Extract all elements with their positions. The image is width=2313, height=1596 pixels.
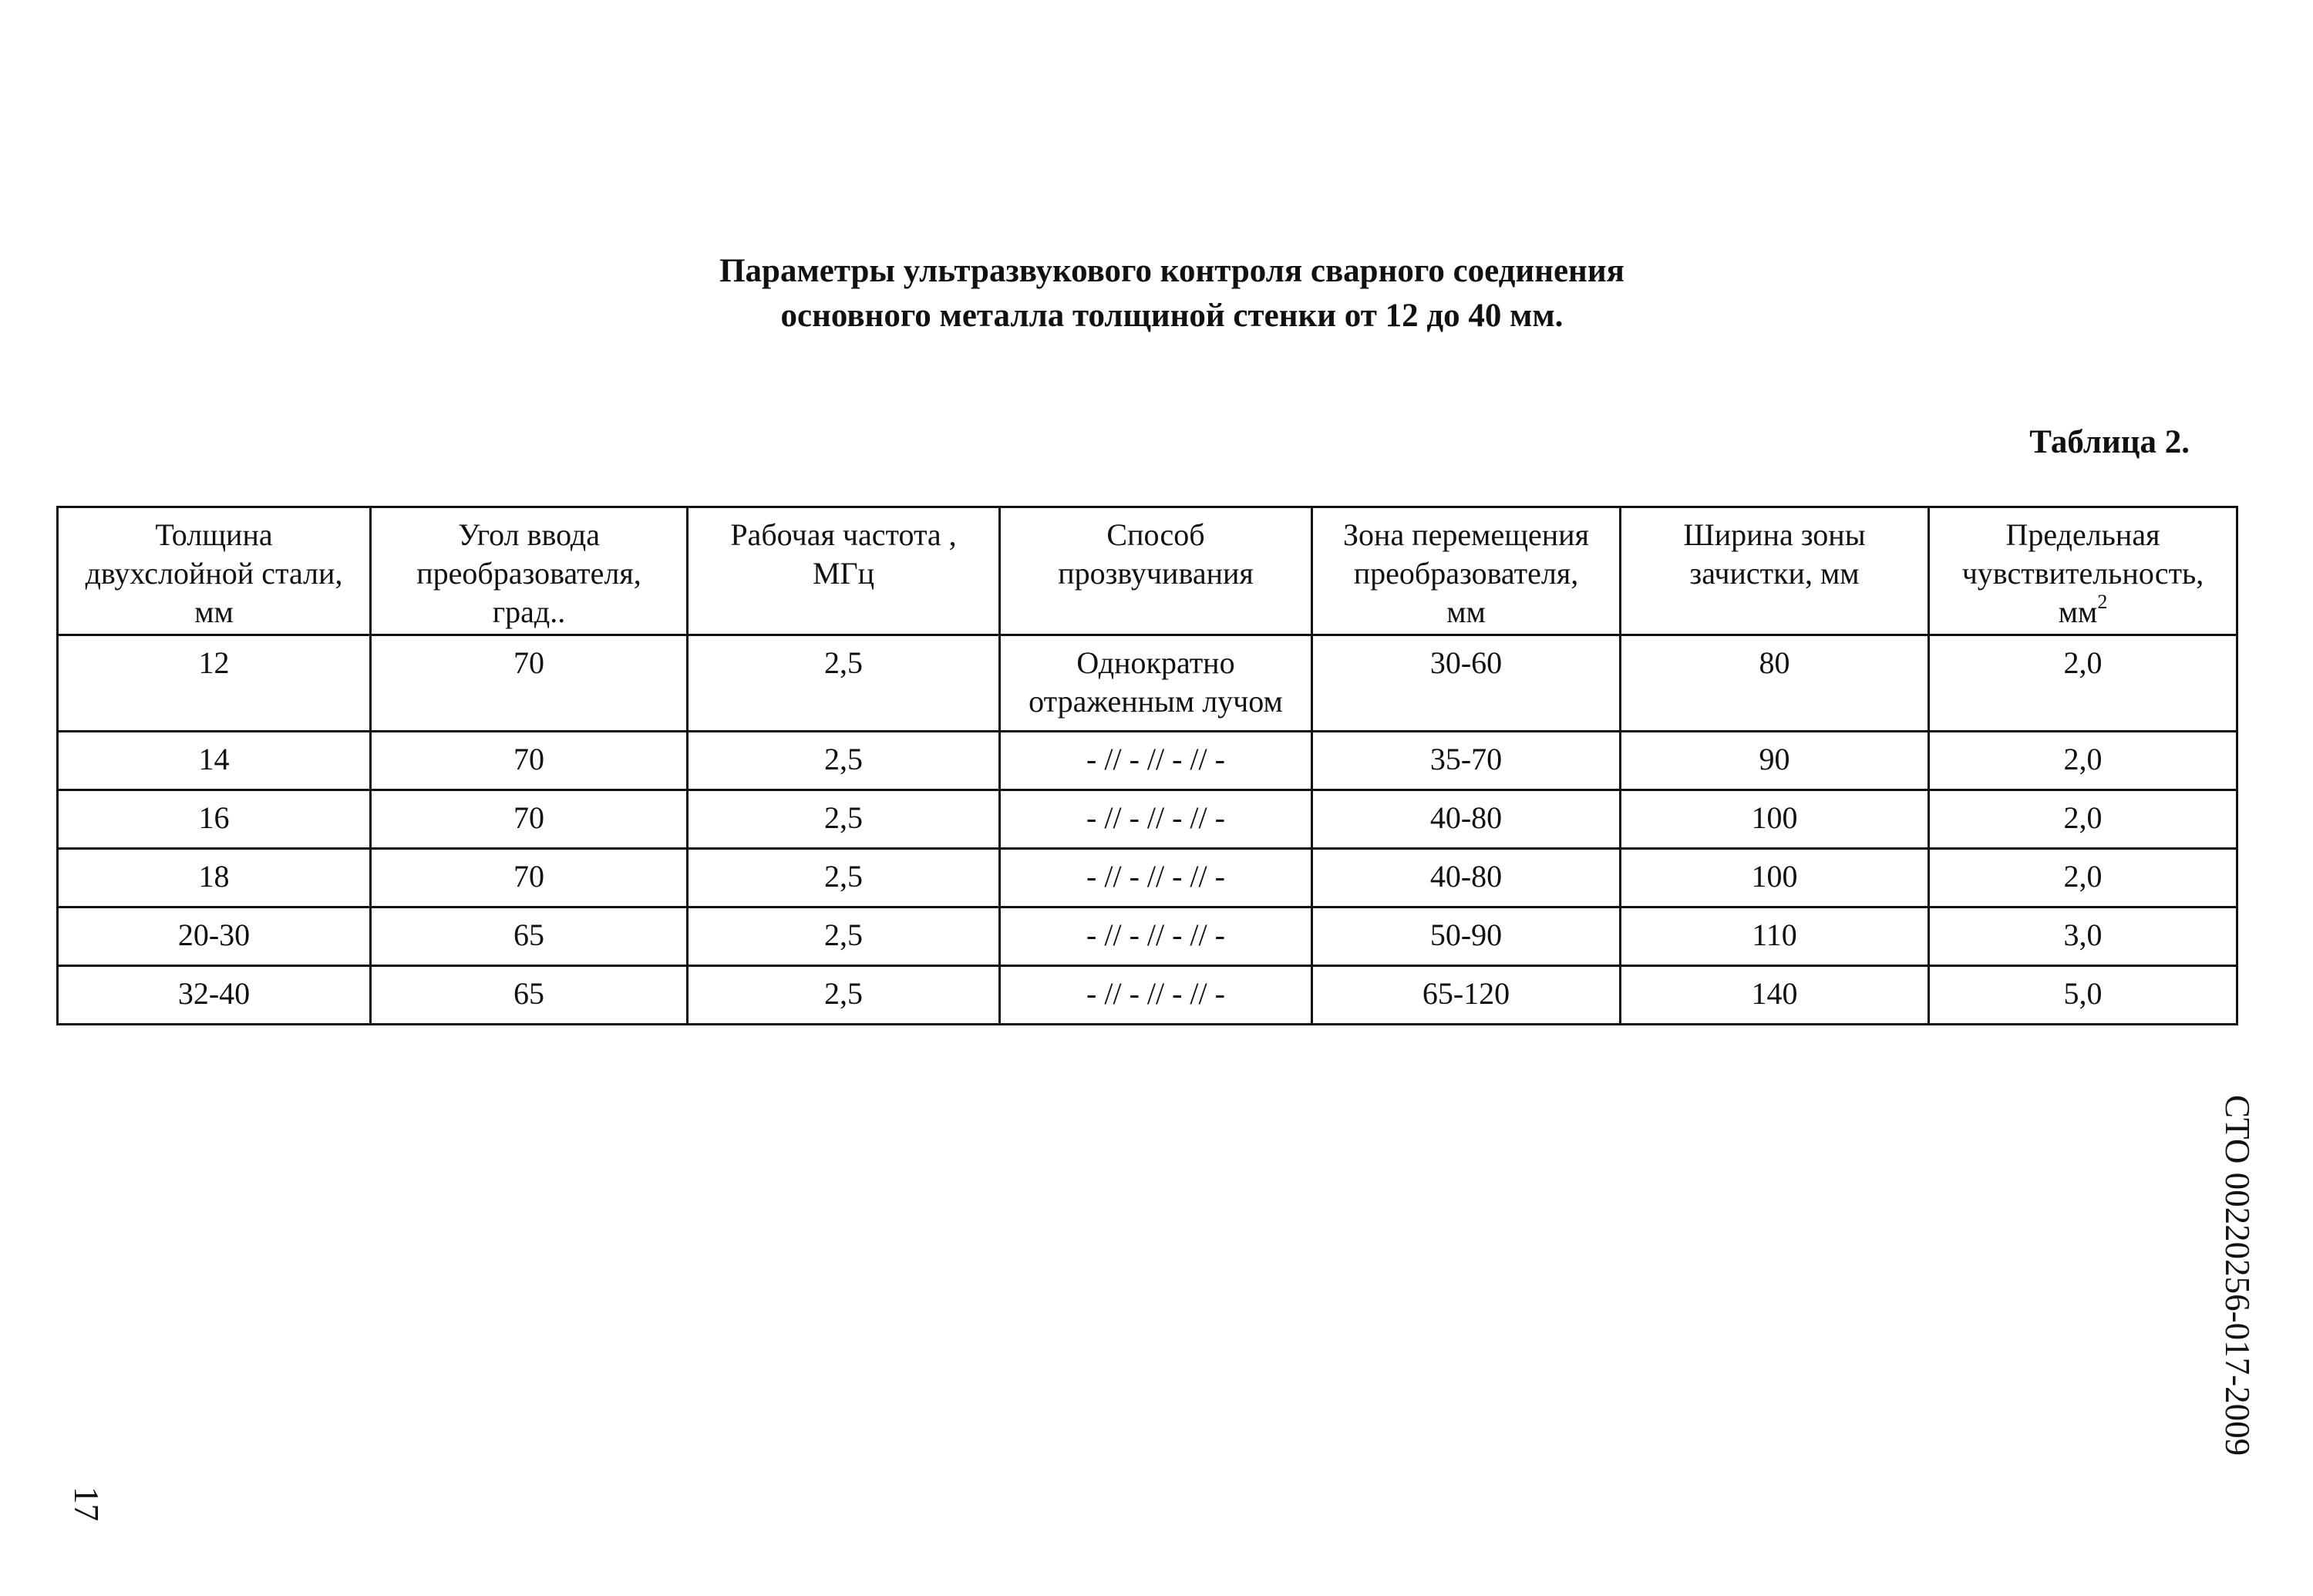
cell-angle: 65 xyxy=(371,966,688,1025)
cell-angle: 70 xyxy=(371,790,688,849)
cell-frequency: 2,5 xyxy=(688,907,1000,966)
cell-method: - // - // - // - xyxy=(1000,732,1312,790)
superscript-2: 2 xyxy=(2097,591,2108,613)
cell-width: 90 xyxy=(1621,732,1929,790)
cell-thickness: 32-40 xyxy=(58,966,371,1025)
document-title-line-1: Параметры ультразвукового контроля сварного соединения xyxy=(719,253,1624,289)
cell-frequency: 2,5 xyxy=(688,732,1000,790)
cell-angle: 70 xyxy=(371,635,688,732)
table-row xyxy=(58,635,2237,732)
cell-frequency: 2,5 xyxy=(688,790,1000,849)
cell-method: Однократно отраженным лучом xyxy=(1000,635,1312,732)
cell-sensitivity: 2,0 xyxy=(1929,635,2237,732)
cell-sensitivity: 3,0 xyxy=(1929,907,2237,966)
cell-angle: 65 xyxy=(371,907,688,966)
cell-method: - // - // - // - xyxy=(1000,849,1312,907)
cell-angle: 70 xyxy=(371,732,688,790)
header-cleaning-width: Ширина зоны зачистки, мм xyxy=(1621,507,1929,635)
table-header-row xyxy=(58,507,2237,635)
cell-thickness: 12 xyxy=(58,635,371,732)
cell-sensitivity: 5,0 xyxy=(1929,966,2237,1025)
cell-zone: 40-80 xyxy=(1312,790,1621,849)
table-row xyxy=(58,907,2237,966)
parameters-table xyxy=(56,506,2238,1025)
cell-sensitivity: 2,0 xyxy=(1929,732,2237,790)
cell-thickness: 16 xyxy=(58,790,371,849)
cell-method: - // - // - // - xyxy=(1000,790,1312,849)
cell-zone: 30-60 xyxy=(1312,635,1621,732)
cell-thickness: 18 xyxy=(58,849,371,907)
cell-sensitivity: 2,0 xyxy=(1929,849,2237,907)
cell-width: 100 xyxy=(1621,790,1929,849)
table-row xyxy=(58,732,2237,790)
table-row xyxy=(58,849,2237,907)
cell-method: - // - // - // - xyxy=(1000,907,1312,966)
cell-width: 80 xyxy=(1621,635,1929,732)
cell-angle: 70 xyxy=(371,849,688,907)
cell-method: - // - // - // - xyxy=(1000,966,1312,1025)
cell-frequency: 2,5 xyxy=(688,966,1000,1025)
header-frequency: Рабочая частота , МГц xyxy=(688,507,1000,635)
cell-width: 100 xyxy=(1621,849,1929,907)
header-angle: Угол ввода преобразователя, град.. xyxy=(371,507,688,635)
cell-frequency: 2,5 xyxy=(688,849,1000,907)
cell-frequency: 2,5 xyxy=(688,635,1000,732)
page-number: 17 xyxy=(67,1487,106,1521)
header-thickness: Толщина двухслойной стали, мм xyxy=(58,507,371,635)
table-row xyxy=(58,966,2237,1025)
table-row xyxy=(58,790,2237,849)
cell-zone: 50-90 xyxy=(1312,907,1621,966)
cell-zone: 35-70 xyxy=(1312,732,1621,790)
header-method: Способ прозвучивания xyxy=(1000,507,1312,635)
cell-thickness: 14 xyxy=(58,732,371,790)
cell-sensitivity: 2,0 xyxy=(1929,790,2237,849)
document-code: СТО 00220256-017-2009 xyxy=(2218,1095,2257,1456)
cell-width: 140 xyxy=(1621,966,1929,1025)
cell-zone: 65-120 xyxy=(1312,966,1621,1025)
header-sensitivity: Предельная чувствительность, $мм^2$ xyxy=(1929,507,2237,635)
table-label: Таблица 2. xyxy=(2029,424,2190,460)
header-zone: Зона перемещения преобразователя, мм xyxy=(1312,507,1621,635)
cell-width: 110 xyxy=(1621,907,1929,966)
cell-thickness: 20-30 xyxy=(58,907,371,966)
document-title-line-2: основного металла толщиной стенки от 12 до 40 мм. xyxy=(780,298,1564,334)
cell-zone: 40-80 xyxy=(1312,849,1621,907)
